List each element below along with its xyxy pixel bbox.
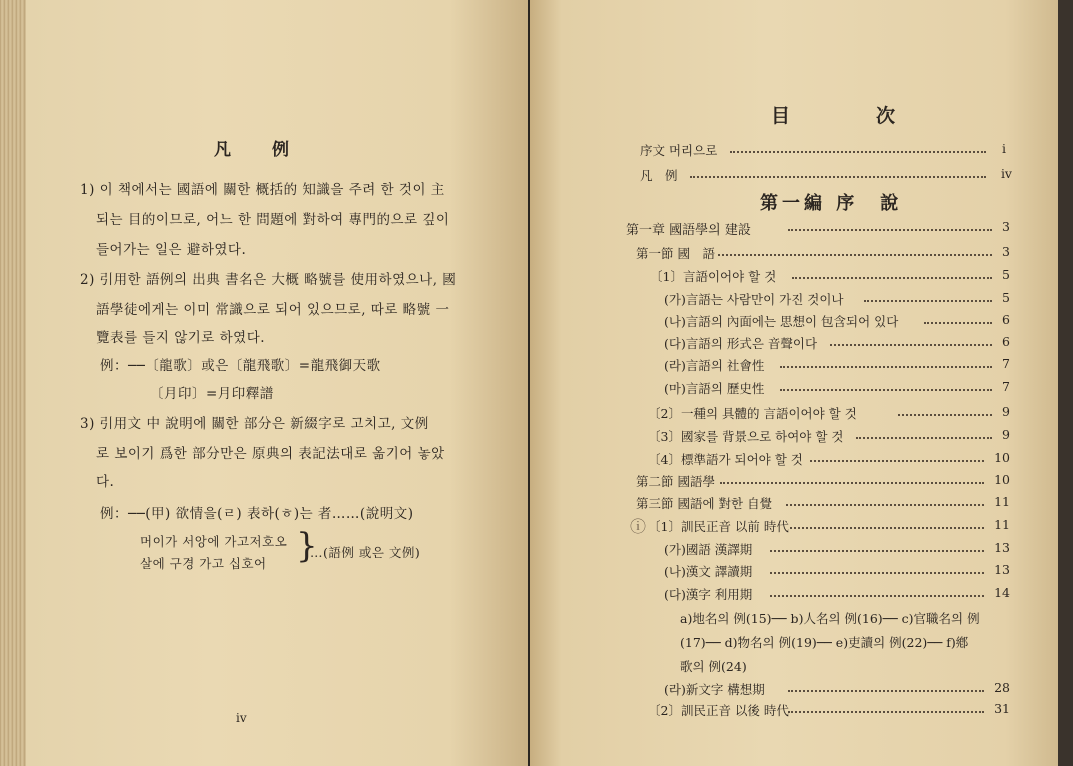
pencil-mark-icon: ⓘ xyxy=(630,517,647,536)
toc-entry: 序文 머리으로 i xyxy=(640,141,1006,158)
toc-subentry: (17)── d)物名의 例(19)── e)吏讀의 例(22)── f)鄕 xyxy=(680,635,969,650)
rule-line: 들어가는 일은 避하였다. xyxy=(96,242,247,258)
toc-entry: (다)漢字 利用期 14 xyxy=(664,585,1010,602)
example-line: 〔月印〕=月印釋譜 xyxy=(150,386,274,402)
toc-subentry: a)地名의 例(15)── b)人名의 例(16)── c)官職名의 例 xyxy=(680,611,980,626)
page-edge xyxy=(0,0,26,766)
toc-entry: (라)新文字 構想期 28 xyxy=(664,680,1010,697)
example-line: 例：──(甲) 欲情을(ㄹ) 表하(ㅎ)는 者……(說明文) xyxy=(100,506,414,522)
toc-entry: 〔4〕標準語가 되어야 할 것 10 xyxy=(648,450,1010,467)
brace: } xyxy=(296,526,318,566)
part-heading: 第一編 序 說 xyxy=(760,193,903,214)
toc-entry: 〔1〕訓民正音 以前 時代 11 xyxy=(648,517,1010,534)
toc-entry: 第二節 國語學 10 xyxy=(636,472,1010,489)
toc-entry: 第三節 國語에 對한 自覺 11 xyxy=(636,494,1010,511)
rule-line: 로 보이기 爲한 部分만은 原典의 表記法대로 옮기어 놓았 xyxy=(96,446,445,462)
toc-entry: (나)言語의 內面에는 思想이 包含되어 있다 6 xyxy=(664,312,1010,329)
example-line: 머이가 서앙에 가고저호오 xyxy=(140,534,288,549)
rule-line: 다. xyxy=(96,474,115,490)
toc-entry: 〔3〕國家를 背景으로 하여야 할 것 9 xyxy=(648,427,1010,444)
rule-line: 3) 引用文 中 說明에 關한 部分은 新綴字로 고치고, 文例 xyxy=(80,416,429,432)
example-line: …(語例 或은 文例) xyxy=(310,545,421,560)
rule-line: 되는 目的이므로, 어느 한 問題에 對하여 專門的으로 깊이 xyxy=(96,212,450,228)
rule-line: 語學徒에게는 이미 常識으로 되어 있으므로, 따로 略號 一 xyxy=(96,302,450,318)
rule-line: 2) 引用한 語例의 出典 書名은 大概 略號를 使用하였으나, 國 xyxy=(80,272,457,288)
toc-entry: (다)言語의 形式은 音聲이다 6 xyxy=(664,334,1010,351)
book-spine-edge xyxy=(1058,0,1073,766)
toc-entry: 〔2〕一種의 具體的 言語이어야 할 것 9 xyxy=(648,404,1010,421)
toc-entry: (라)言語의 社會性 7 xyxy=(664,356,1010,373)
toc-entry: 第一節 國 語 3 xyxy=(636,244,1010,261)
rule-line: 覽表를 들지 않기로 하였다. xyxy=(96,330,266,346)
left-page-title: 凡 例 xyxy=(214,140,301,160)
toc-subentry: 歌의 例(24) xyxy=(680,659,747,674)
right-page xyxy=(530,0,1058,766)
toc-entry: (가)國語 漢譯期 13 xyxy=(664,540,1010,557)
toc-entry: 凡 例 iv xyxy=(640,166,1012,183)
toc-entry: 〔2〕訓民正音 以後 時代 31 xyxy=(648,701,1010,718)
toc-title: 目 次 xyxy=(771,105,912,127)
toc-entry: 第一章 國語學의 建設 3 xyxy=(626,219,1010,238)
left-page xyxy=(0,0,528,766)
example-line: 살에 구경 가고 십호어 xyxy=(140,556,267,571)
example-line: 例：──〔龍歌〕或은〔龍飛歌〕=龍飛御天歌 xyxy=(100,358,381,374)
toc-entry: (가)言語는 사람만이 가진 것이나 5 xyxy=(664,290,1010,307)
page-number: iv xyxy=(236,711,247,725)
rule-line: 1) 이 책에서는 國語에 關한 概括的 知識을 주려 한 것이 主 xyxy=(80,182,445,198)
toc-entry: (마)言語의 歷史性 7 xyxy=(664,379,1010,396)
toc-entry: (나)漢文 譯讀期 13 xyxy=(664,562,1010,579)
toc-entry: 〔1〕言語이어야 할 것 5 xyxy=(650,267,1010,284)
